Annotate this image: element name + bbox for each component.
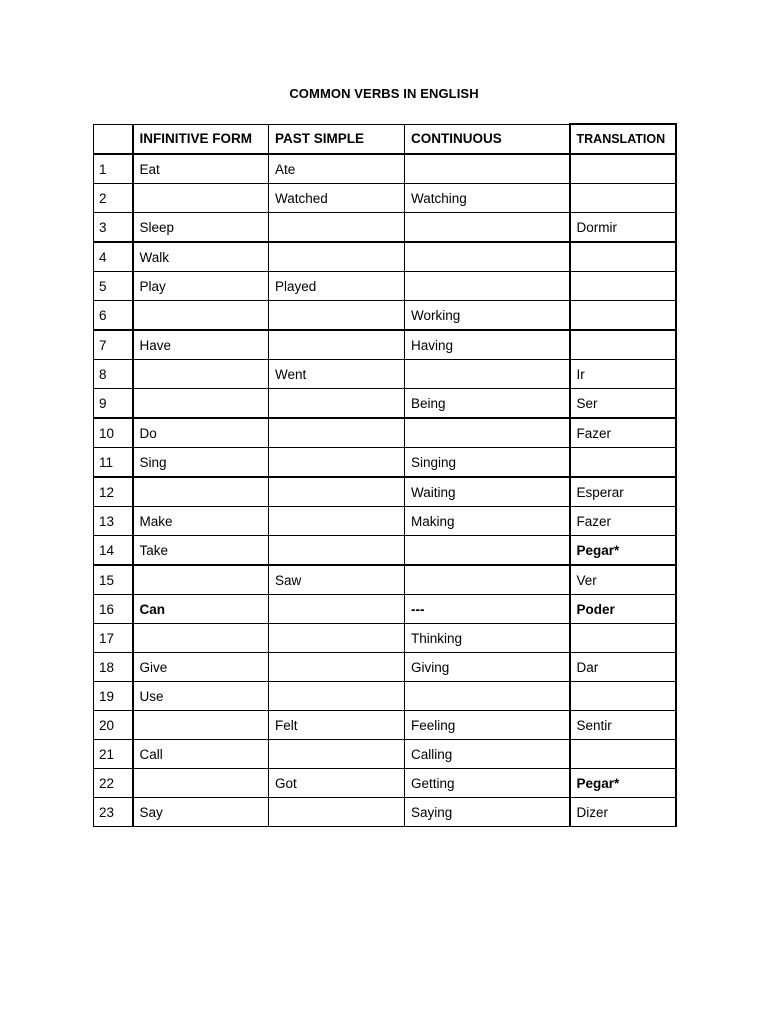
table-row bbox=[94, 330, 676, 360]
infinitive-cell: Take bbox=[133, 536, 269, 566]
continuous-cell: Saying bbox=[405, 798, 570, 827]
continuous-cell bbox=[405, 242, 570, 272]
translation-cell bbox=[570, 184, 676, 213]
infinitive-cell: Sing bbox=[133, 448, 269, 478]
table-row bbox=[94, 595, 676, 624]
infinitive-cell bbox=[133, 565, 269, 595]
table-row bbox=[94, 242, 676, 272]
table-row bbox=[94, 798, 676, 827]
table-header-row bbox=[94, 124, 676, 154]
infinitive-cell: Sleep bbox=[133, 213, 269, 243]
infinitive-cell: Can bbox=[133, 595, 269, 624]
row-number: 6 bbox=[94, 301, 133, 331]
table-row bbox=[94, 301, 676, 331]
row-number: 18 bbox=[94, 653, 133, 682]
translation-cell: Poder bbox=[570, 595, 676, 624]
past-simple-cell bbox=[269, 213, 405, 243]
continuous-cell: Being bbox=[405, 389, 570, 419]
infinitive-cell: Play bbox=[133, 272, 269, 301]
translation-cell bbox=[570, 682, 676, 711]
row-number: 15 bbox=[94, 565, 133, 595]
row-number: 21 bbox=[94, 740, 133, 769]
infinitive-cell: Do bbox=[133, 418, 269, 448]
header-past-simple: PAST SIMPLE bbox=[269, 124, 405, 154]
table-row bbox=[94, 184, 676, 213]
continuous-cell bbox=[405, 682, 570, 711]
continuous-cell bbox=[405, 154, 570, 184]
past-simple-cell: Felt bbox=[269, 711, 405, 740]
translation-cell bbox=[570, 624, 676, 653]
past-simple-cell bbox=[269, 242, 405, 272]
continuous-cell: Waiting bbox=[405, 477, 570, 507]
continuous-cell: Having bbox=[405, 330, 570, 360]
header-continuous: CONTINUOUS bbox=[405, 124, 570, 154]
table-row bbox=[94, 360, 676, 389]
infinitive-cell: Use bbox=[133, 682, 269, 711]
translation-cell: Sentir bbox=[570, 711, 676, 740]
past-simple-cell: Saw bbox=[269, 565, 405, 595]
continuous-cell: Giving bbox=[405, 653, 570, 682]
row-number: 4 bbox=[94, 242, 133, 272]
header-number bbox=[94, 124, 133, 154]
translation-cell: Ser bbox=[570, 389, 676, 419]
table-row bbox=[94, 653, 676, 682]
continuous-cell: Getting bbox=[405, 769, 570, 798]
past-simple-cell bbox=[269, 448, 405, 478]
table-row bbox=[94, 711, 676, 740]
continuous-cell: Feeling bbox=[405, 711, 570, 740]
continuous-cell: Watching bbox=[405, 184, 570, 213]
row-number: 13 bbox=[94, 507, 133, 536]
table-row bbox=[94, 389, 676, 419]
translation-cell: Ir bbox=[570, 360, 676, 389]
continuous-cell: Thinking bbox=[405, 624, 570, 653]
past-simple-cell bbox=[269, 740, 405, 769]
past-simple-cell bbox=[269, 301, 405, 331]
infinitive-cell bbox=[133, 184, 269, 213]
past-simple-cell bbox=[269, 536, 405, 566]
continuous-cell bbox=[405, 272, 570, 301]
infinitive-cell: Make bbox=[133, 507, 269, 536]
past-simple-cell bbox=[269, 507, 405, 536]
past-simple-cell bbox=[269, 653, 405, 682]
continuous-cell bbox=[405, 213, 570, 243]
continuous-cell: --- bbox=[405, 595, 570, 624]
row-number: 7 bbox=[94, 330, 133, 360]
table-row bbox=[94, 682, 676, 711]
translation-cell bbox=[570, 740, 676, 769]
table-row bbox=[94, 740, 676, 769]
table-row bbox=[94, 213, 676, 243]
infinitive-cell bbox=[133, 389, 269, 419]
past-simple-cell: Played bbox=[269, 272, 405, 301]
table-row bbox=[94, 418, 676, 448]
translation-cell: Dar bbox=[570, 653, 676, 682]
table-body bbox=[94, 154, 676, 827]
past-simple-cell bbox=[269, 595, 405, 624]
infinitive-cell bbox=[133, 711, 269, 740]
infinitive-cell: Say bbox=[133, 798, 269, 827]
infinitive-cell: Call bbox=[133, 740, 269, 769]
past-simple-cell bbox=[269, 389, 405, 419]
past-simple-cell bbox=[269, 624, 405, 653]
translation-cell: Fazer bbox=[570, 418, 676, 448]
past-simple-cell: Watched bbox=[269, 184, 405, 213]
continuous-cell: Working bbox=[405, 301, 570, 331]
infinitive-cell bbox=[133, 360, 269, 389]
row-number: 5 bbox=[94, 272, 133, 301]
table-row bbox=[94, 477, 676, 507]
continuous-cell bbox=[405, 360, 570, 389]
translation-cell bbox=[570, 154, 676, 184]
header-translation: TRANSLATION bbox=[570, 124, 676, 154]
translation-cell: Pegar* bbox=[570, 536, 676, 566]
table-row bbox=[94, 769, 676, 798]
past-simple-cell bbox=[269, 477, 405, 507]
infinitive-cell: Eat bbox=[133, 154, 269, 184]
row-number: 12 bbox=[94, 477, 133, 507]
row-number: 9 bbox=[94, 389, 133, 419]
row-number: 2 bbox=[94, 184, 133, 213]
translation-cell: Pegar* bbox=[570, 769, 676, 798]
infinitive-cell: Have bbox=[133, 330, 269, 360]
infinitive-cell bbox=[133, 624, 269, 653]
row-number: 8 bbox=[94, 360, 133, 389]
document-title: COMMON VERBS IN ENGLISH bbox=[289, 86, 479, 101]
infinitive-cell bbox=[133, 301, 269, 331]
translation-cell: Dormir bbox=[570, 213, 676, 243]
translation-cell bbox=[570, 272, 676, 301]
past-simple-cell bbox=[269, 798, 405, 827]
translation-cell: Dizer bbox=[570, 798, 676, 827]
translation-cell: Fazer bbox=[570, 507, 676, 536]
row-number: 3 bbox=[94, 213, 133, 243]
table-row bbox=[94, 507, 676, 536]
verbs-table bbox=[93, 123, 677, 827]
translation-cell: Esperar bbox=[570, 477, 676, 507]
table-row bbox=[94, 154, 676, 184]
row-number: 22 bbox=[94, 769, 133, 798]
row-number: 1 bbox=[94, 154, 133, 184]
past-simple-cell: Ate bbox=[269, 154, 405, 184]
past-simple-cell: Went bbox=[269, 360, 405, 389]
row-number: 20 bbox=[94, 711, 133, 740]
row-number: 16 bbox=[94, 595, 133, 624]
infinitive-cell bbox=[133, 477, 269, 507]
past-simple-cell: Got bbox=[269, 769, 405, 798]
table-row bbox=[94, 536, 676, 566]
continuous-cell: Calling bbox=[405, 740, 570, 769]
translation-cell bbox=[570, 330, 676, 360]
row-number: 19 bbox=[94, 682, 133, 711]
row-number: 23 bbox=[94, 798, 133, 827]
continuous-cell: Singing bbox=[405, 448, 570, 478]
infinitive-cell: Give bbox=[133, 653, 269, 682]
continuous-cell bbox=[405, 418, 570, 448]
infinitive-cell bbox=[133, 769, 269, 798]
translation-cell bbox=[570, 301, 676, 331]
table-row bbox=[94, 272, 676, 301]
table-row bbox=[94, 565, 676, 595]
row-number: 11 bbox=[94, 448, 133, 478]
table-row bbox=[94, 448, 676, 478]
row-number: 10 bbox=[94, 418, 133, 448]
continuous-cell bbox=[405, 565, 570, 595]
translation-cell: Ver bbox=[570, 565, 676, 595]
translation-cell bbox=[570, 242, 676, 272]
row-number: 17 bbox=[94, 624, 133, 653]
past-simple-cell bbox=[269, 330, 405, 360]
infinitive-cell: Walk bbox=[133, 242, 269, 272]
row-number: 14 bbox=[94, 536, 133, 566]
past-simple-cell bbox=[269, 682, 405, 711]
past-simple-cell bbox=[269, 418, 405, 448]
translation-cell bbox=[570, 448, 676, 478]
header-infinitive-form: INFINITIVE FORM bbox=[133, 124, 269, 154]
continuous-cell: Making bbox=[405, 507, 570, 536]
continuous-cell bbox=[405, 536, 570, 566]
table-row bbox=[94, 624, 676, 653]
